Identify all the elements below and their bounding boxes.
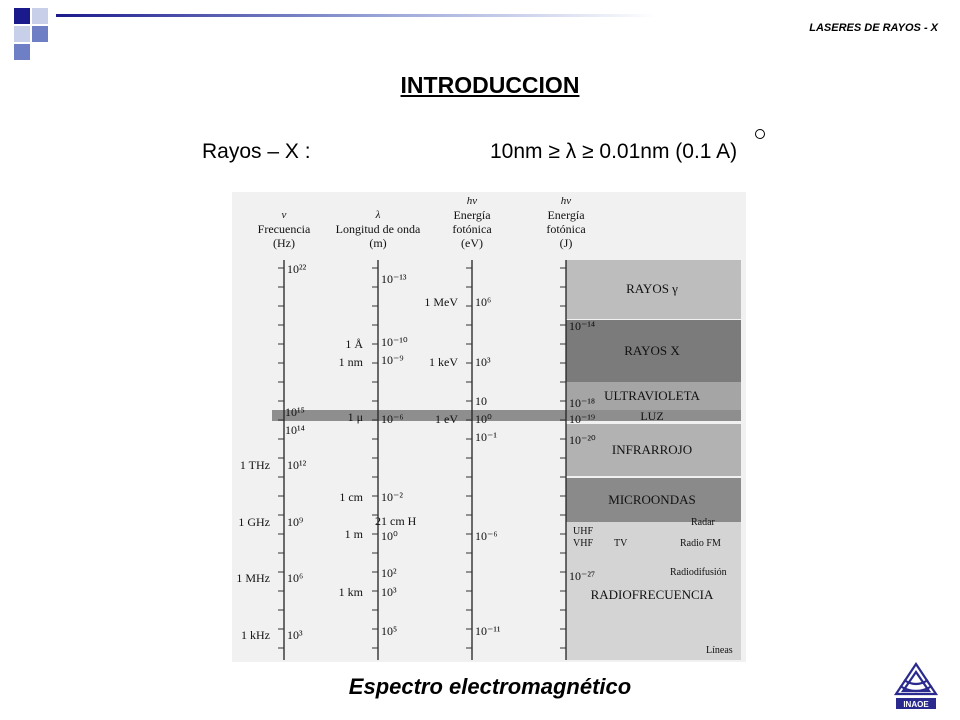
- freq-exp-3: 10³: [287, 628, 303, 642]
- col-ev-unit: (eV): [461, 236, 483, 250]
- spectrum-figure: [232, 192, 746, 662]
- col-wave-label: Longitud de onda: [335, 222, 421, 236]
- band-microwave: MICROONDAS: [608, 492, 696, 507]
- header-gradient-line: [56, 14, 656, 17]
- joule-exp-14: 10⁻¹⁴: [569, 319, 596, 333]
- freq-exp-12: 10¹²: [287, 458, 307, 472]
- ev-exp-0: 10⁰: [475, 412, 492, 426]
- col-ev-label: Energía: [453, 208, 491, 222]
- wave-21cm-h: 21 cm H: [375, 514, 417, 528]
- slide-title: INTRODUCCION: [400, 72, 580, 98]
- sub-radiodifusion: Radiodifusión: [670, 567, 727, 578]
- header-square-4: [32, 26, 48, 42]
- band-x-rays: RAYOS X: [624, 343, 680, 358]
- header-square-1: [14, 8, 30, 24]
- freq-exp-9: 10⁹: [287, 515, 304, 529]
- sub-lineas: Líneas: [706, 645, 733, 656]
- header-subject: LASERES DE RAYOS - X: [809, 22, 938, 34]
- band-visible-light: LUZ: [640, 409, 664, 423]
- ev-label-kev: 1 keV: [429, 355, 458, 369]
- ev-label-ev: 1 eV: [435, 412, 458, 426]
- freq-label-khz: 1 kHz: [241, 628, 270, 642]
- band-ultraviolet: ULTRAVIOLETA: [604, 388, 700, 403]
- ev-label-mev: 1 MeV: [424, 295, 458, 309]
- freq-label-mhz: 1 MHz: [236, 571, 270, 585]
- ev-exp-3: 10³: [475, 355, 491, 369]
- col-joule-label2: fotónica: [546, 222, 586, 236]
- angstrom-ring-icon: [755, 129, 765, 139]
- wave-exp-10: 10⁻¹⁰: [381, 335, 408, 349]
- wave-label-angstrom: 1 Å: [345, 337, 363, 351]
- wave-label-cm: 1 cm: [339, 490, 363, 504]
- band-radiofrequency: RADIOFRECUENCIA: [590, 587, 714, 602]
- formula-label: Rayos – X :: [202, 140, 311, 163]
- joule-exp-27: 10⁻²⁷: [569, 569, 596, 583]
- formula-expression: 10nm ≥ λ ≥ 0.01nm (0.1 A): [490, 140, 738, 163]
- joule-exp-19: 10⁻¹⁹: [569, 412, 596, 426]
- ev-exp-m11: 10⁻¹¹: [475, 624, 501, 638]
- col-wave-unit: (m): [369, 236, 387, 250]
- col-joule-label: Energía: [547, 208, 585, 222]
- joule-exp-20: 10⁻²⁰: [569, 433, 596, 447]
- header-square-5: [14, 44, 30, 60]
- freq-exp-22: 10²²: [287, 262, 307, 276]
- band-infrared: INFRARROJO: [611, 442, 693, 457]
- wave-exp-0: 10⁰: [381, 529, 398, 543]
- wave-exp-6: 10⁻⁶: [381, 412, 404, 426]
- sub-radar: Radar: [691, 517, 715, 528]
- wave-label-micron: 1 μ: [347, 410, 363, 424]
- spectrum-svg: [232, 192, 746, 662]
- figure-caption: Espectro electromagnético: [348, 674, 632, 699]
- wave-exp-2: 10⁻²: [381, 490, 403, 504]
- wave-label-km: 1 km: [338, 585, 363, 599]
- wave-label-m: 1 m: [344, 527, 363, 541]
- sub-radio-fm: Radio FM: [680, 538, 721, 549]
- svg-text:INAOE: INAOE: [903, 700, 929, 709]
- col-joule-symbol: hν: [560, 195, 572, 207]
- col-ev-symbol: hν: [466, 195, 478, 207]
- band-gamma-rays: RAYOS γ: [626, 281, 678, 296]
- ev-exp-1: 10: [475, 394, 487, 408]
- col-wave-symbol: λ: [375, 209, 381, 221]
- freq-exp-6: 10⁶: [287, 571, 304, 585]
- col-freq-unit: (Hz): [273, 236, 295, 250]
- ev-exp-6: 10⁶: [475, 295, 492, 309]
- wave-exp-13: 10⁻¹³: [381, 272, 407, 286]
- col-freq-symbol: ν: [281, 209, 287, 221]
- sub-uhf: UHF: [573, 526, 594, 537]
- col-freq-label: Frecuencia: [257, 222, 311, 236]
- sub-tv: TV: [614, 538, 628, 549]
- freq-exp-14: 10¹⁴: [285, 423, 305, 437]
- wave-exp-5: 10⁵: [381, 624, 398, 638]
- light-strip: [272, 410, 741, 421]
- axis-ticks: [278, 268, 566, 648]
- wave-label-nm: 1 nm: [338, 355, 363, 369]
- sub-vhf: VHF: [573, 538, 594, 549]
- ev-exp-m6: 10⁻⁶: [475, 529, 498, 543]
- ev-exp-m1: 10⁻¹: [475, 430, 497, 444]
- wave-exp-2p: 10²: [381, 566, 397, 580]
- joule-exp-18: 10⁻¹⁸: [569, 396, 596, 410]
- freq-label-thz: 1 THz: [239, 458, 270, 472]
- wave-exp-3: 10³: [381, 585, 397, 599]
- col-joule-unit: (J): [559, 236, 573, 250]
- header-square-3: [14, 26, 30, 42]
- institution-logo: [890, 660, 942, 712]
- header-square-2: [32, 8, 48, 24]
- wave-exp-9: 10⁻⁹: [381, 353, 404, 367]
- col-ev-label2: fotónica: [452, 222, 492, 236]
- freq-exp-15: 10¹⁵: [285, 405, 305, 419]
- freq-label-ghz: 1 GHz: [238, 515, 270, 529]
